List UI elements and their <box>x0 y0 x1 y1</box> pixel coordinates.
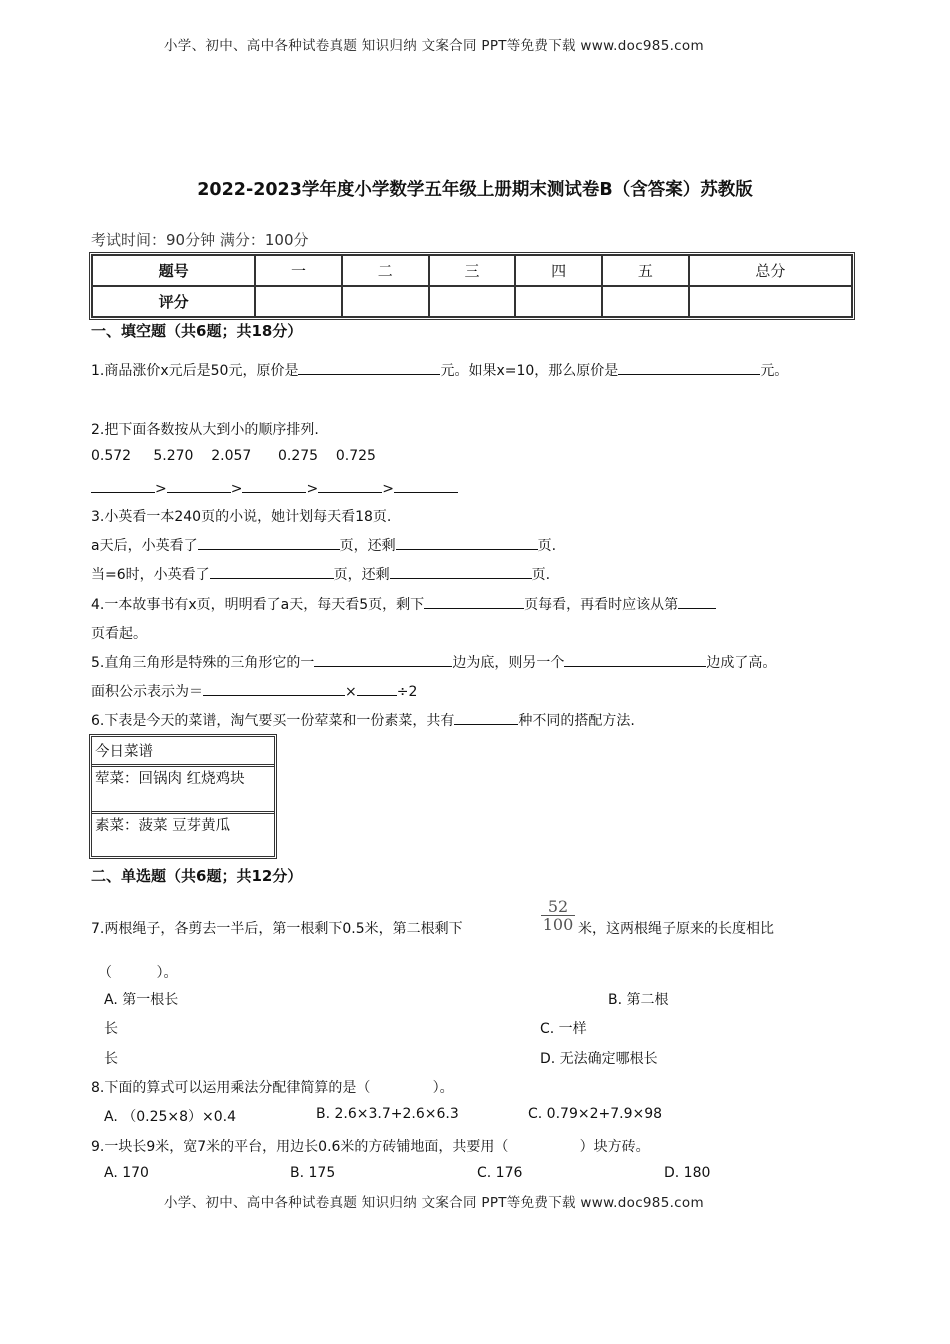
answer-blank[interactable] <box>396 535 538 550</box>
question-8: 8.下面的算式可以运用乘法分配律简算的是（ ）。 <box>91 1080 454 1096</box>
table-row <box>92 286 852 317</box>
table-cell: 四 <box>515 255 602 286</box>
q7-option-d[interactable]: D. 无法确定哪根长 <box>540 1051 658 1067</box>
score-cell[interactable] <box>255 286 342 317</box>
answer-blank[interactable] <box>454 710 518 725</box>
score-cell[interactable] <box>689 286 852 317</box>
answer-blank[interactable] <box>390 564 532 579</box>
answer-blank[interactable] <box>91 478 155 493</box>
q2-answer-line: > > > > <box>91 478 458 497</box>
q3-line-2: a天后，小英看了 页，还剩 页. <box>91 535 556 555</box>
section-heading-fill: 一、填空题（共6题；共18分） <box>91 322 303 340</box>
fraction-denominator: 100 <box>542 915 574 934</box>
q8-option-b[interactable]: B. 2.6×3.7+2.6×6.3 <box>316 1106 459 1122</box>
fraction <box>540 898 576 933</box>
score-cell[interactable] <box>429 286 516 317</box>
q5-line-2: 面积公示表示为＝ × ÷2 <box>91 681 417 701</box>
question-1 <box>91 360 788 380</box>
q3-line-3: 当=6时，小英看了 页，还剩 页. <box>91 564 550 584</box>
table-cell-label: 评分 <box>92 286 255 317</box>
answer-blank[interactable] <box>198 535 340 550</box>
answer-blank[interactable] <box>318 478 382 493</box>
question-4: 4.一本故事书有x页，明明看了a天，每天看5页，剩下 页每看，再看时应该从第 <box>91 594 716 614</box>
answer-blank[interactable] <box>242 478 306 493</box>
q9-option-c[interactable]: C. 176 <box>477 1165 523 1181</box>
table-cell: 五 <box>602 255 689 286</box>
answer-blank[interactable] <box>203 681 345 696</box>
page-footer: 小学、初中、高中各种试卷真题 知识归纳 文案合同 PPT等免费下载 www.doc985.com <box>164 1195 704 1211</box>
answer-blank[interactable] <box>357 681 397 696</box>
table-cell: 三 <box>429 255 516 286</box>
page-title: 2022-2023学年度小学数学五年级上册期末测试卷B（含答案）苏教版 <box>197 180 753 200</box>
q9-option-a[interactable]: A. 170 <box>104 1165 149 1181</box>
question-6: 6.下表是今天的菜谱，淘气要买一份荤菜和一份素菜，共有 种不同的搭配方法. <box>91 710 635 730</box>
section-heading-choice: 二、单选题（共6题；共12分） <box>91 867 303 885</box>
question-9: 9.一块长9米，宽7米的平台，用边长0.6米的方砖铺地面，共要用（ ）块方砖。 <box>91 1139 650 1155</box>
question-7-b: 米，这两根绳子原来的长度相比 <box>578 921 774 937</box>
q7-option-a[interactable]: A. 第一根长 <box>104 992 179 1008</box>
q9-option-d[interactable]: D. 180 <box>664 1165 711 1181</box>
answer-blank[interactable] <box>564 652 706 667</box>
answer-blank[interactable] <box>678 594 716 609</box>
q7-option-b[interactable]: B. 第二根 <box>608 992 669 1008</box>
fraction-numerator: 52 <box>547 897 569 916</box>
table-row <box>92 255 852 286</box>
q9-option-b[interactable]: B. 175 <box>290 1165 336 1181</box>
q1-text-a: 1.商品涨价x元后是50元，原价是 <box>91 363 299 379</box>
menu-veg-row: 素菜：菠菜 豆芽黄瓜 <box>95 818 231 834</box>
answer-blank[interactable] <box>210 564 334 579</box>
q1-text-c: 元。 <box>760 363 789 379</box>
page-header: 小学、初中、高中各种试卷真题 知识归纳 文案合同 PPT等免费下载 www.doc985.com <box>164 38 704 54</box>
q7-paren: （ ）。 <box>98 965 178 981</box>
table-cell-label: 题号 <box>92 255 255 286</box>
menu-meat-row: 荤菜：回锅肉 红烧鸡块 <box>92 767 274 814</box>
answer-blank[interactable] <box>618 360 760 375</box>
menu-table <box>89 734 277 859</box>
question-3: 3.小英看一本240页的小说，她计划每天看18页. <box>91 509 392 525</box>
table-cell: 一 <box>255 255 342 286</box>
q4-line-2: 页看起。 <box>91 626 147 642</box>
menu-title: 今日菜谱 <box>92 737 274 767</box>
q1-text-b: 元。如果x=10，那么原价是 <box>440 363 619 379</box>
answer-blank[interactable] <box>314 652 452 667</box>
q7-option-c[interactable]: C. 一样 <box>540 1021 587 1037</box>
question-5: 5.直角三角形是特殊的三角形它的一 边为底，则另一个 边成了高。 <box>91 652 776 672</box>
score-cell[interactable] <box>342 286 429 317</box>
q7-option-a-cont: 长 <box>104 1021 118 1037</box>
q8-option-c[interactable]: C. 0.79×2+7.9×98 <box>528 1106 663 1122</box>
exam-info: 考试时间：90分钟 满分：100分 <box>91 231 309 249</box>
answer-blank[interactable] <box>167 478 231 493</box>
answer-blank[interactable] <box>394 478 458 493</box>
score-cell[interactable] <box>602 286 689 317</box>
table-cell: 二 <box>342 255 429 286</box>
score-table <box>89 252 855 320</box>
answer-blank[interactable] <box>298 360 440 375</box>
question-2: 2.把下面各数按从大到小的顺序排列. <box>91 422 319 438</box>
score-cell[interactable] <box>515 286 602 317</box>
table-cell: 总分 <box>689 255 852 286</box>
answer-blank[interactable] <box>424 594 524 609</box>
question-7-a: 7.两根绳子，各剪去一半后，第一根剩下0.5米，第二根剩下 <box>91 921 463 937</box>
q2-numbers: 0.572 5.270 2.057 0.275 0.725 <box>91 448 376 464</box>
q7-option-b-cont: 长 <box>104 1051 118 1067</box>
q8-option-a[interactable]: A. （0.25×8）×0.4 <box>104 1109 237 1125</box>
